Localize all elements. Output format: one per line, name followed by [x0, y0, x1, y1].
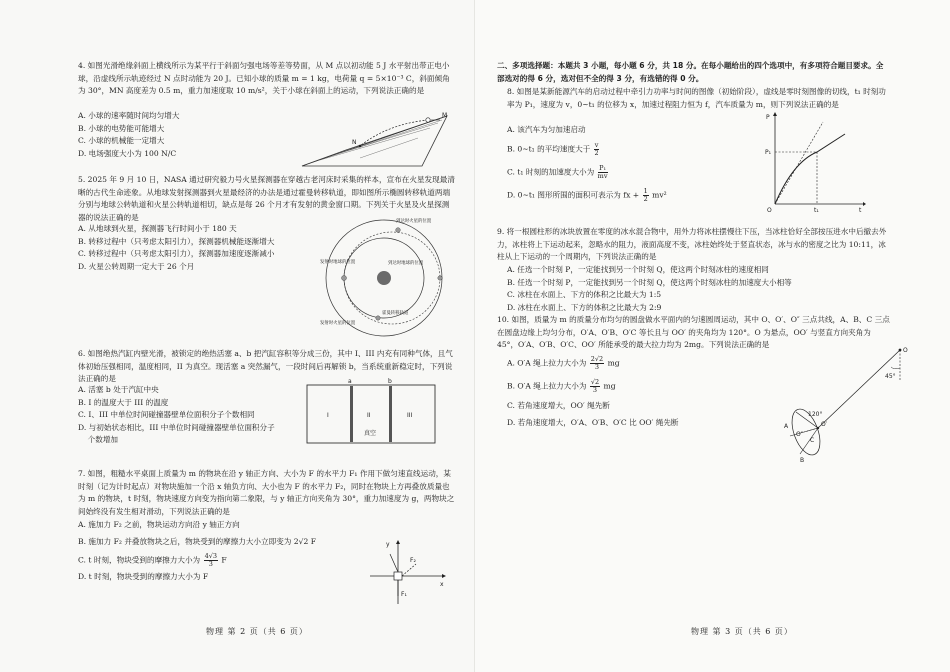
q6-label-region-3: III — [407, 412, 413, 419]
q10-option-a-fraction — [590, 356, 604, 371]
q4-label-m: M — [442, 112, 448, 119]
q6-label-vacuum: 真空 — [364, 430, 377, 437]
q7-stem: 7. 如图，粗糙水平桌面上质量为 m 的物块在沿 y 轴正方向、大小为 F 的水平力 F₁ 作用下做匀速直线运动，某时刻（记为计时起点）对物块施加一个沿 x 轴负方向、大小也为 F 的水平力 F₂，同时在物块上方再叠放质量也为 m 的物块，t 时刻，物块速度方向变为指向第二象限，与 y 轴正方向夹角为 30°，重力加速度为 g，两物块之间始终没有发生相对滑动，下列说法正确的是 — [78, 469, 455, 516]
q4-stem: 4. 如图光滑绝缘斜面上横线所示为某平行于斜面匀强电场等差等势面，从 M 点以初动能 5 J 水平射出带正电小球，沿虚线所示轨迹经过 N 点时动能为 20 J。已知小球的质量 m = 1 kg，电荷量 q = 5×10⁻³ C，斜面倾角为 30°，MN 高度差为 0.5 m，重力加速度取 10 m/s²，关于小球在斜面上的运动，下列说法正确的是 — [78, 61, 450, 96]
q4-option-d[interactable]: D. 电场强度大小为 100 N/C — [78, 148, 177, 158]
q7-label-f1: F₁ — [401, 591, 407, 598]
q8-option-d[interactable] — [507, 188, 767, 203]
q6-options — [78, 384, 308, 447]
q7-option-c-text: C. t 时刻，物块受到的摩擦力大小为 — [78, 555, 201, 565]
q9-stem: 9. 将一根圆柱形的冰块放置在零度的冰水混合物中，用外力将冰柱摆慢往下压，当冰柱恰好全部按压进水中后撤去外力，冰柱将上下运动起来，忽略水的阻力，液面高度不变，冰柱始终处于竖直状态，冰与水的密度之比为 10:11，冰柱从上下运动的一个周期内，下列说法正确的是 — [497, 227, 887, 262]
q4-options — [78, 110, 278, 160]
q7-option-b[interactable]: B. 施加力 F₂ 并叠放物块之后，物块受到的摩擦力大小立即变为 2√2 F — [78, 536, 316, 546]
q5-hohmann-orbit-figure — [318, 216, 458, 336]
q7-option-c-fraction — [204, 553, 218, 568]
q6-option-c[interactable]: C. I、III 中单位时间碰撞器壁单位面积分子个数相同 — [78, 410, 255, 420]
page-3-footer: 物理 第 3 页（共 6 页） — [691, 627, 793, 636]
q8-option-d-fraction — [643, 188, 649, 203]
q10-option-c[interactable]: C. 若角速度增大，OO′ 绳先断 — [507, 401, 610, 410]
q10-option-b-num: √2 — [590, 378, 600, 386]
q6-label-region-1: I — [327, 412, 329, 419]
q10-option-b-unit: mg — [603, 381, 616, 391]
q8-option-b[interactable] — [507, 142, 767, 157]
q8-option-a[interactable]: A. 该汽车为匀加速启动 — [507, 125, 586, 134]
q10-stem: 10. 如图，质量为 m 的质量分布均匀的圆盘做水平面内的匀速圆周运动，其中 O、O′、O″ 三点共线，A、B、C 三点在圆盘边缘上均匀分布，O′A、O′B、O′C 等长且与 OO′ 的夹角均为 120°。O 为悬点，OO′ 与竖直方向夹角为 45°，O′A、O′B、O′C、OO′ 所能承受的最大拉力均为 2mg。下列说法正确的是 — [497, 315, 890, 350]
q10-label-o-prime: O′ — [821, 421, 828, 428]
q8-option-d-unit: mv² — [652, 190, 667, 200]
q5-option-b[interactable]: B. 转移过程中（只考虑太阳引力），探测器机械能逐渐增大 — [78, 236, 275, 246]
q10-option-b-den: 3 — [592, 386, 598, 394]
q5-label-mars-arrival: 到达时火星的位置 — [396, 219, 432, 224]
q8-label-t1: t₁ — [814, 207, 819, 214]
q10-label-o: O — [903, 347, 908, 354]
q8-option-b-num: v — [594, 140, 599, 149]
q5-label-mars-launch: 发射时火星的位置 — [320, 321, 356, 326]
q6-option-a[interactable]: A. 活塞 b 处于汽缸中央 — [78, 385, 159, 394]
q8-option-c[interactable] — [507, 165, 767, 180]
q7-option-c[interactable] — [78, 553, 378, 568]
q8-option-b-den: 2 — [594, 148, 599, 157]
q10-label-o-double-prime: O″ — [796, 431, 803, 438]
q6-label-b: b — [388, 378, 392, 385]
q5-option-c[interactable]: C. 转移过程中（只考虑太阳引力），探测器加速度逐渐减小 — [78, 249, 275, 259]
q7-option-c-den: 3 — [208, 560, 213, 569]
q8-option-c-fraction — [598, 165, 608, 180]
q5-label-earth-launch: 发射时地球的位置 — [320, 260, 356, 265]
q5-label-hohmann: 霍曼转移轨道 — [382, 311, 409, 316]
q8-options — [507, 124, 767, 203]
q7-option-c-unit: F — [221, 555, 227, 565]
q5-stem: 5. 2025 年 9 月 10 日，NASA 通过研究毅力号火星探测器在穿越古老河床时采集的样本，宣布在火星发现最清晰的古代生命迹象。从地球发射探测器到火星最经济的办法是通过霍曼转移轨道，即如图所示椭圆转移轨道两端分别与地球公转轨道和火星公转轨道相切，缺点是每 26 个月才有发射的黄金窗口期。下列关于火星及火星探测器的说法正确的是 — [78, 175, 455, 222]
q6-stem: 6. 如图绝热汽缸内壁光滑，被锁定的绝热活塞 a、b 把汽缸容积等分成三份，其中 I、III 内充有同种气体，且气体初始压强相同，温度相同，II 为真空。现活塞 a 突然漏气，一段时间后再解锁 b，当系统重新稳定时，下列说法正确的是 — [78, 349, 453, 384]
q5-options — [78, 223, 308, 273]
q6-option-d-cont: 个数增加 — [78, 435, 119, 445]
q10-option-a[interactable] — [507, 356, 767, 371]
q4-incline-figure — [300, 108, 450, 168]
q6-cylinder-figure — [307, 378, 435, 443]
q6-label-region-2: II — [367, 412, 371, 419]
q9-option-a[interactable]: A. 任选一个时刻 P，一定能找到另一个时刻 Q，使这两个时刻冰柱的速度相同 — [507, 265, 769, 274]
q10-option-a-num: 2√2 — [590, 355, 604, 363]
q8-stem: 8. 如图是某新能源汽车的启动过程中牵引力功率与时间的图像（初始阶段），虚线是零时刻图像的切线，t₁ 时刻功率为 P₁，速度为 v，0~t₁ 的位移为 x，加速过程阻力恒为 f，汽车质量为 m，则下列说法正确的是 — [507, 87, 886, 109]
q10-option-b-text: B. O′A 绳上拉力大小为 — [507, 381, 587, 391]
q6-option-d[interactable]: D. 与初始状态相比，III 中单位时间碰撞器壁单位面积分子 — [78, 422, 275, 432]
q4-option-b[interactable]: B. 小球的电势能可能增大 — [78, 123, 165, 133]
q7-label-x-axis: x — [440, 581, 444, 588]
q5-option-d[interactable]: D. 火星公转周期一定大于 26 个月 — [78, 261, 195, 271]
q8-option-d-text: D. 0~t₁ 图形所围的面积可表示为 fx + — [507, 190, 640, 200]
q8-option-b-text: B. 0~t₁ 的平均速度大于 — [507, 144, 591, 154]
q9-option-d[interactable]: D. 冰柱在水面上、下方的体积之比最大为 2:9 — [507, 302, 662, 312]
q7-axes-figure — [368, 540, 448, 606]
q9-option-c[interactable]: C. 冰柱在水面上、下方的体积之比最大为 1:5 — [507, 290, 662, 300]
page-2-footer: 物理 第 2 页（共 6 页） — [206, 627, 308, 636]
q10-option-a-den: 3 — [594, 363, 600, 371]
q10-label-b: B — [800, 457, 805, 464]
q10-option-a-unit: mg — [607, 358, 620, 368]
q9-option-b[interactable]: B. 任选一个时刻 P，一定能找到另一个时刻 Q，使这两个时刻冰柱的加速度大小相等 — [507, 277, 792, 287]
q10-label-45-deg: 45° — [885, 373, 896, 380]
q4-option-c[interactable]: C. 小球的机械能一定增大 — [78, 136, 165, 146]
q8-label-t-axis: t — [859, 207, 862, 214]
q8-option-c-num: P₁ — [599, 163, 607, 172]
q8-option-c-den: mv — [597, 171, 608, 180]
q7-option-d[interactable]: D. t 时刻，物块受到的摩擦力大小为 F — [78, 572, 209, 582]
q10-disc-figure — [760, 346, 910, 466]
q8-option-d-den: 2 — [643, 194, 648, 203]
q8-label-p-axis: P — [766, 114, 770, 121]
q7-label-y-axis: y — [386, 541, 390, 548]
q8-label-origin: O — [767, 207, 772, 214]
q10-option-d[interactable]: D. 若角速度增大，O′A、O′B、O′C 比 OO′ 绳先断 — [507, 417, 679, 427]
q7-label-f2: F₂ — [410, 557, 416, 564]
q8-option-c-text: C. t₁ 时刻的加速度大小为 — [507, 167, 595, 177]
q10-option-a-text: A. O′A 绳上拉力大小为 — [507, 358, 587, 368]
q9-options — [507, 264, 887, 314]
section-2-title: 二、多项选择题：本题共 3 小题，每小题 6 分，共 18 分。在每小题给出的四个选项中，有多项符合题目要求。全部选对的得 6 分，选对但不全的得 3 分，有选错的得 0 分。 — [497, 61, 884, 83]
q8-power-time-graph — [765, 112, 865, 216]
q10-option-b-fraction — [590, 379, 600, 394]
q10-label-120-deg: 120° — [808, 411, 823, 418]
q4-label-n: N — [352, 139, 357, 146]
q7-options — [78, 519, 378, 584]
q6-option-b[interactable]: B. I 的温度大于 III 的温度 — [78, 397, 169, 407]
q4-option-a[interactable]: A. 小球的速率随时间均匀增大 — [78, 111, 180, 120]
exam-page-3 — [475, 0, 950, 672]
q8-label-p1: P₁ — [765, 149, 772, 156]
q10-options — [507, 356, 767, 429]
q6-label-a: a — [348, 378, 352, 385]
q10-label-a: A — [784, 423, 789, 430]
q10-option-b[interactable] — [507, 379, 767, 394]
q10-label-c: C — [810, 437, 815, 444]
q8-option-d-num: 1 — [643, 186, 648, 195]
q5-option-a[interactable]: A. 从地球到火星，探测器飞行时间小于 180 天 — [78, 224, 237, 233]
q5-label-earth-arrival: 到达时地球的位置 — [388, 261, 424, 266]
q7-option-c-num: 4√3 — [204, 552, 217, 561]
q8-option-b-fraction — [594, 142, 600, 157]
q7-option-a[interactable]: A. 施加力 F₂ 之前，物块运动方向沿 y 轴正方向 — [78, 520, 240, 529]
